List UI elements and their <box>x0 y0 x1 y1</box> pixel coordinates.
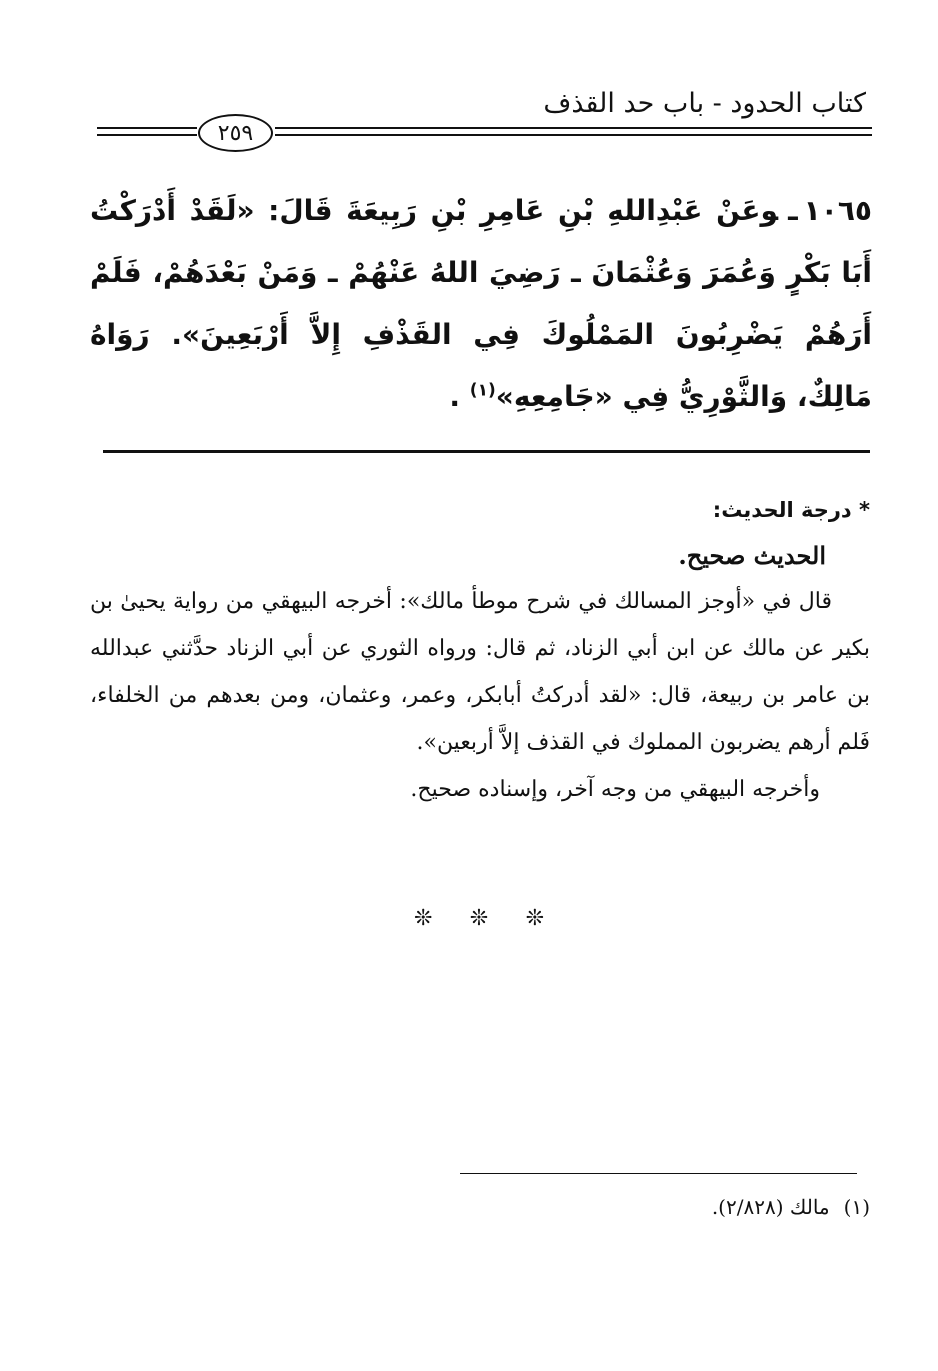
header-rule-right-top <box>275 127 872 129</box>
section-divider <box>103 450 870 453</box>
page-number: ٢٥٩ <box>217 120 254 146</box>
footnote-number: (١) <box>843 1195 870 1219</box>
hadith-dash: ـ <box>788 194 798 227</box>
commentary-paragraph-2: وأخرجه البيهقي من وجه آخر، وإسناده صحيح. <box>410 777 820 802</box>
asterism-icon: ❊ <box>469 906 489 931</box>
footnote-text: مالك (٢/٨٢٨). <box>711 1195 830 1219</box>
hadith-block <box>90 180 872 428</box>
header-rule-left-top <box>97 127 197 129</box>
footnote <box>712 1195 870 1219</box>
asterism-icon: ❊ <box>525 906 544 931</box>
commentary-paragraph-1: قال في «أوجز المسالك في شرح موطأ مالك»: أخرجه البيهقي من رواية يحيىٰ بن بكير عن مالك عن ابن أبي الزناد، ثم قال: ورواه الثوري عن أبي الزناد حدَّثني عبدالله بن عامر بن ربيعة، قال: «لقد أدركتُ أبابكر، وعمر، وعثمان، ومن بعدهم من الخلفاء، فَلم أرهم يضربون المملوك في القذف إلاَّ أربعين». <box>90 589 870 755</box>
section-separator <box>414 906 544 931</box>
hadith-end: . <box>449 380 461 413</box>
running-head: كتاب الحدود - باب حد القذف <box>543 88 866 119</box>
grade-verdict: الحديث صحيح. <box>678 541 826 570</box>
asterism-icon: ❊ <box>414 906 433 931</box>
grade-heading: * درجة الحديث: <box>712 498 870 522</box>
hadith-text: وعَنْ عَبْدِاللهِ بْنِ عَامِرِ بْنِ رَبِيعَةَ قَالَ: «لَقَدْ أَدْرَكْتُ أَبَا بَكْرٍ وَعُمَرَ وَعُثْمَانَ ـ رَضِيَ اللهُ عَنْهُمْ ـ وَمَنْ بَعْدَهُمْ، فَلَمْ أَرَهُمْ يَضْرِبُونَ المَمْلُوكَ فِي القَذْفِ إِلاَّ أَرْبَعِينَ». رَوَاهُ مَالِكٌ، وَالثَّوْرِيُّ فِي «جَامِعِهِ» <box>90 194 872 413</box>
header-rule-left-bottom <box>97 134 197 136</box>
footnote-reference[interactable]: (١) <box>469 380 496 401</box>
header-rule-right-bottom <box>275 134 872 136</box>
page-number-badge <box>198 114 273 152</box>
hadith-number: ١٠٦٥ <box>803 194 872 227</box>
commentary <box>90 578 870 813</box>
footnote-rule <box>460 1173 857 1174</box>
